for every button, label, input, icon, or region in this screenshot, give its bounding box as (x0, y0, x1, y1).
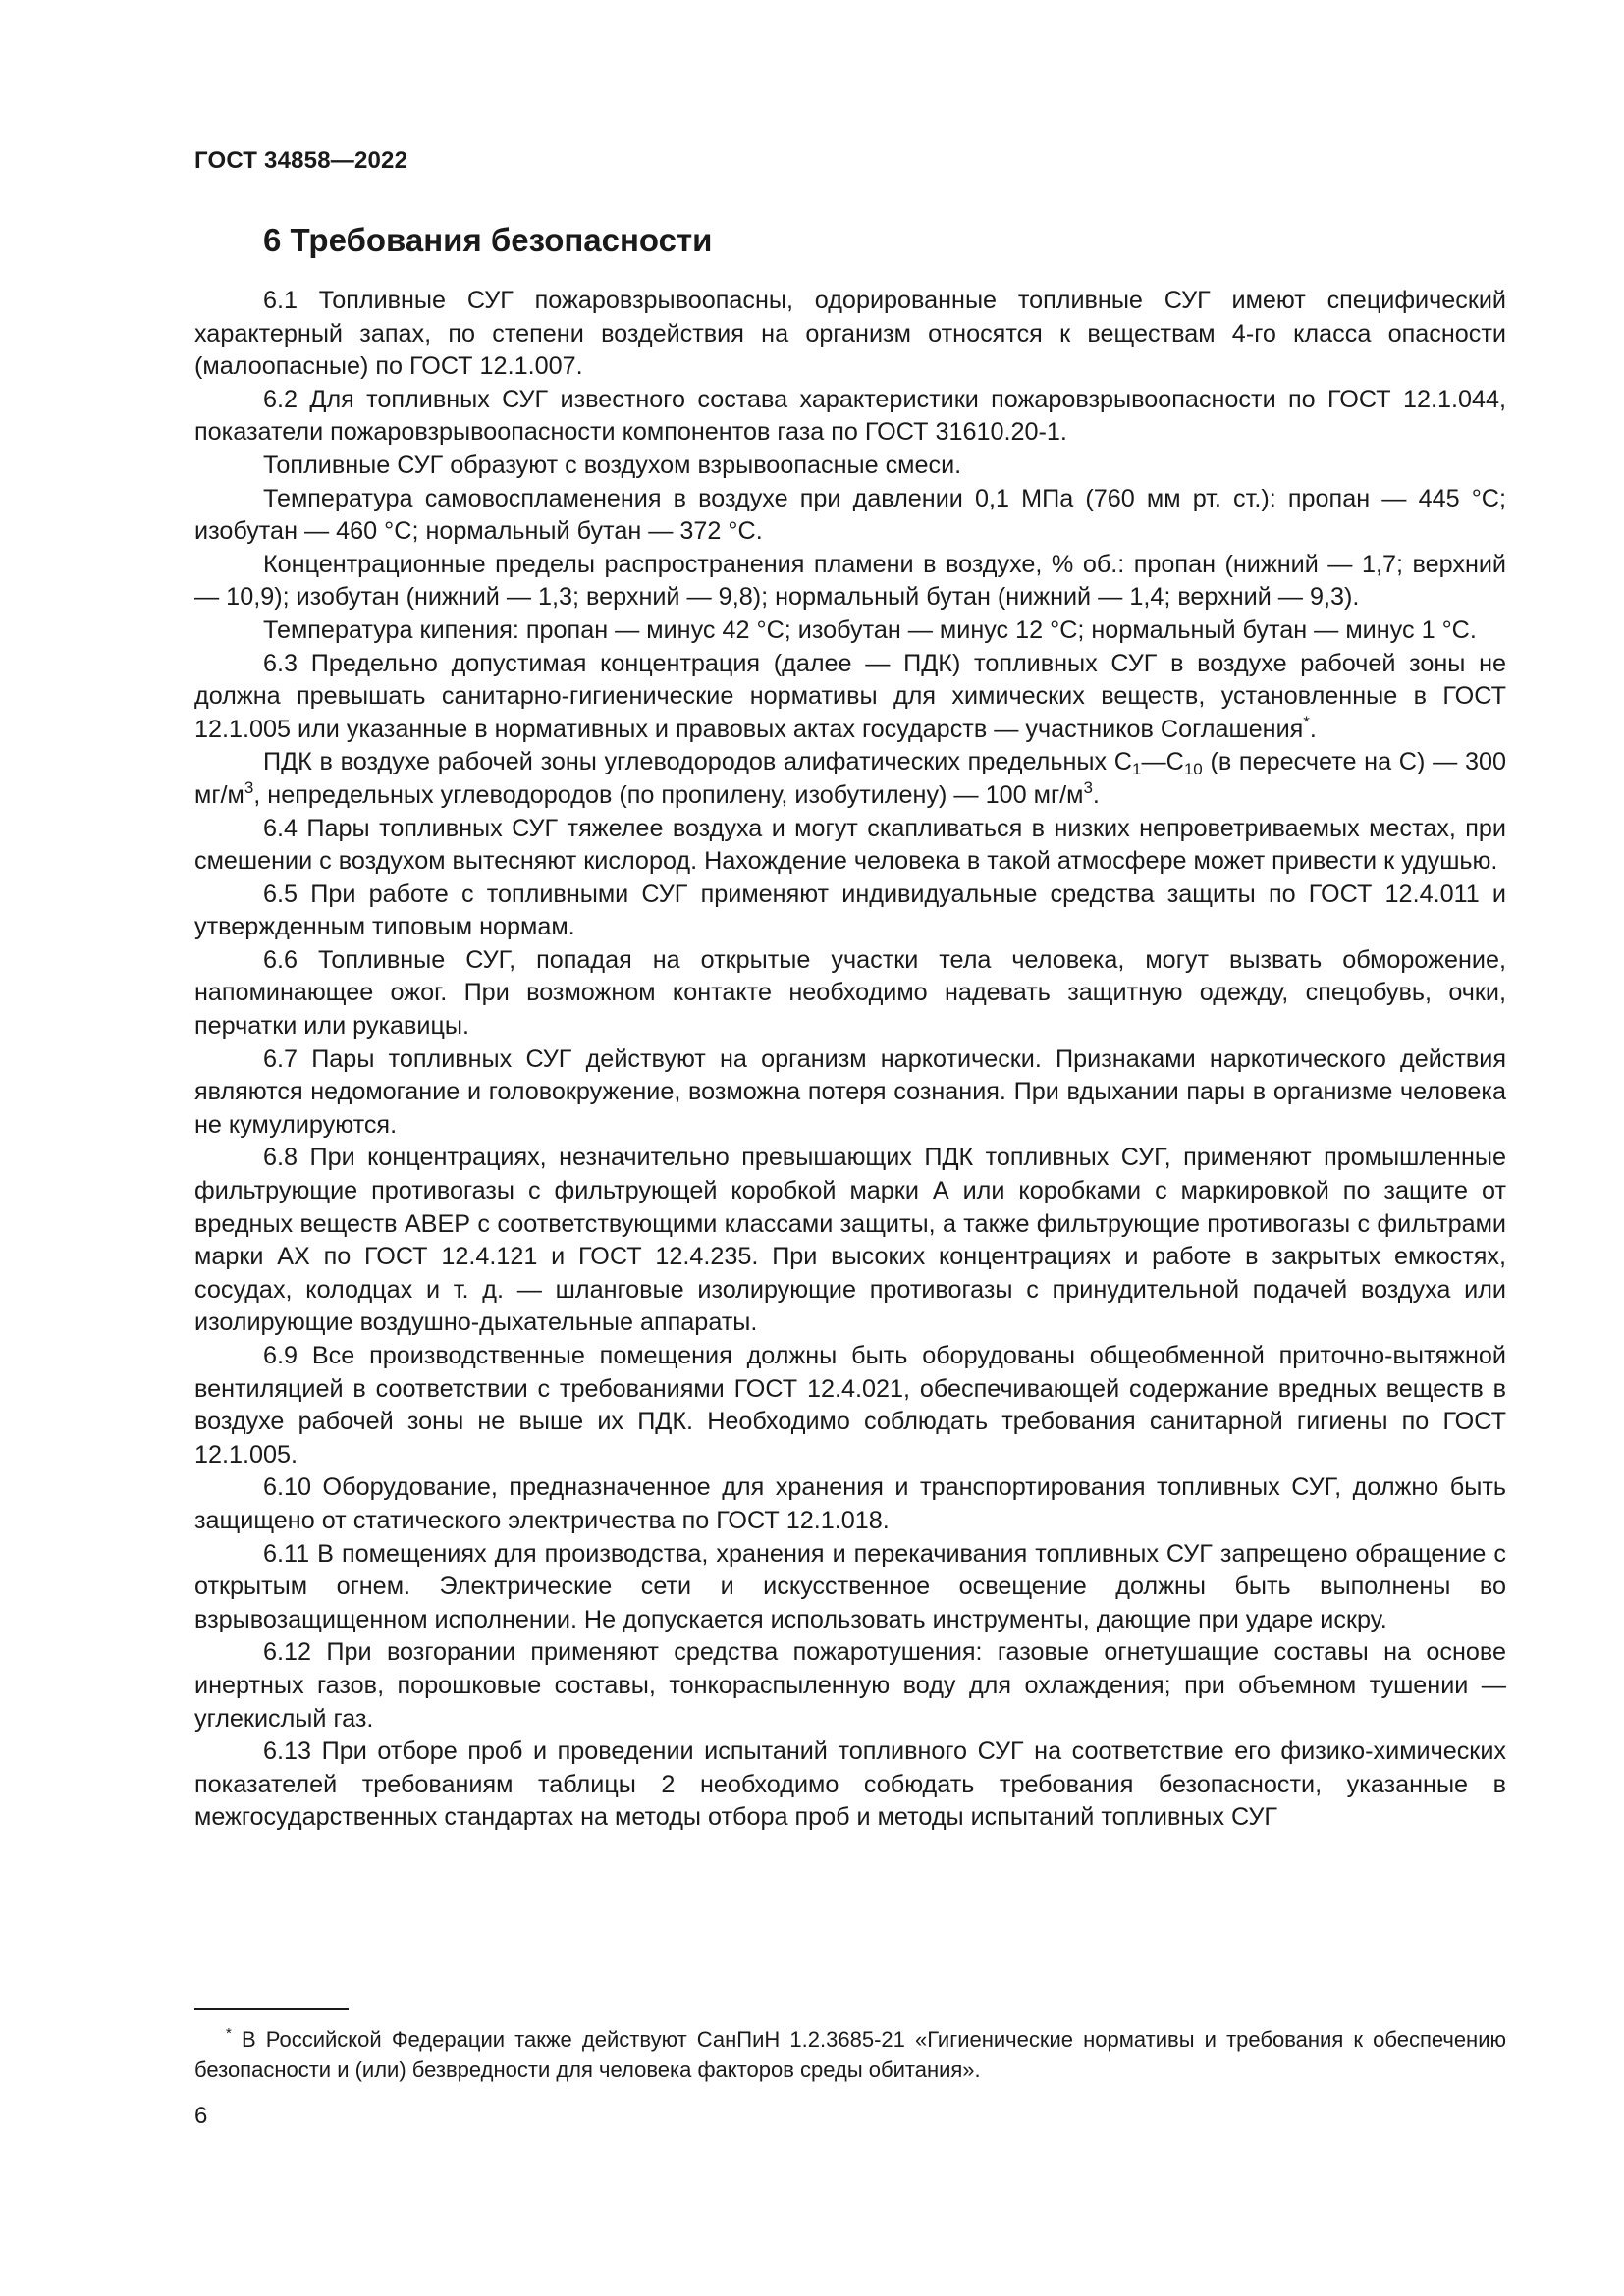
paragraph-6-3-end: . (1309, 715, 1317, 743)
paragraph-flame-limits: Концентрационные пределы распространения пламени в воздухе, % об.: пропан (нижний — 1,7; верхний — 10,9); изобутан (нижний — 1,3; верхний — 9,8); нормальный бутан (нижний — 1,4; верхний — 9,3). (194, 550, 1506, 612)
paragraph-6-8: 6.8 При концентрациях, незначительно превышающих ПДК топливных СУГ, применяют промышленные фильтрующие противогазы с фильтрующей коробкой марки А или коробками с маркировкой по защите от вредных веществ АВЕР с соответствующими классами защиты, а также фильтрующие противогазы с фильтрами марки АХ по ГОСТ 12.4.121 и ГОСТ 12.4.235. При высоких концентрациях и работе в закрытых емкостях, сосудах, колодцах и т. д. — шланговые изолирующие противогазы с принудительной подачей воздуха или изолирующие воздушно-дыхательные аппараты. (194, 1144, 1506, 1337)
paragraph-6-6: 6.6 Топливные СУГ, попадая на открытые участки тела человека, могут вызвать обморожение, напоминающее ожог. При возможном контакте необходимо надевать защитную одежду, спецобувь, очки, перчатки или рукавицы. (194, 945, 1506, 1041)
paragraph-explosive-mixtures: Топливные СУГ образуют с воздухом взрывоопасные смеси. (263, 451, 962, 479)
pdk-subscript-1: 1 (1131, 760, 1142, 779)
paragraph-6-9: 6.9 Все производственные помещения должны быть оборудованы общеобменной приточно-вытяжной вентиляцией в соответствии с требованиями ГОСТ 12.4.021, обеспечивающей содержание вредных веществ в воздухе рабочей зоны не выше их ПДК. Необходимо соблюдать требования санитарной гигиены по ГОСТ 12.1.005. (194, 1342, 1506, 1468)
paragraph-6-1: 6.1 Топливные СУГ пожаровзрывоопасны, одорированные топливные СУГ имеют специфический характерный запах, по степени воздействия на организм относятся к веществам 4-го класса опасности (малоопасные) по ГОСТ 12.1.007. (194, 287, 1506, 381)
footnote (194, 2024, 1506, 2085)
paragraph-6-5: 6.5 При работе с топливными СУГ применяют индивидуальные средства защиты по ГОСТ 12.4.011 и утвержденным типовым нормам. (194, 880, 1506, 941)
paragraph-6-2: 6.2 Для топливных СУГ известного состава характеристики пожаровзрывоопасности по ГОСТ 12.1.044, показатели пожаровзрывоопасности компонентов газа по ГОСТ 31610.20-1. (194, 385, 1506, 447)
paragraph-6-4: 6.4 Пары топливных СУГ тяжелее воздуха и могут скапливаться в низких непроветриваемых местах, при смешении с воздухом вытесняют кислород. Нахождение человека в такой атмосфере может привести к удушью. (194, 814, 1506, 876)
pdk-text-1: ПДК в воздухе рабочей зоны углеводородов алифатических предельных С (263, 748, 1132, 776)
footnote-mark: * (226, 2025, 232, 2042)
pdk-text-2: —С (1141, 748, 1184, 776)
footnote-reference-mark[interactable]: * (1303, 712, 1310, 731)
paragraph-boiling-temperature: Температура кипения: пропан — минус 42 °С; изобутан — минус 12 °С; нормальный бутан — минус 1 °С. (263, 615, 1477, 644)
section-body (194, 285, 1506, 1835)
paragraph-pdk-values (194, 746, 1506, 812)
paragraph-6-12: 6.12 При возгорании применяют средства пожаротушения: газовые огнетушащие составы на основе инертных газов, порошковые составы, тонкораспыленную воду для охлаждения; при объемном тушении — углекислый газ. (194, 1638, 1506, 1733)
pdk-text-5: . (1092, 780, 1100, 809)
paragraph-6-10: 6.10 Оборудование, предназначенное для хранения и транспортирования топливных СУГ, должно быть защищено от статического электричества по ГОСТ 12.1.018. (194, 1473, 1506, 1534)
section-title: 6 Требования безопасности (263, 222, 713, 258)
document-code-header: ГОСТ 34858—2022 (194, 147, 408, 174)
paragraph-6-3-text: 6.3 Предельно допустимая концентрация (далее — ПДК) топливных СУГ в воздухе рабочей зоны не должна превышать санитарно-гигиенические нормативы для химических веществ, установленные в ГОСТ 12.1.005 или указанные в нормативных и правовых актах государств — участников Соглашения (194, 649, 1506, 743)
paragraph-6-7: 6.7 Пары топливных СУГ действуют на организм наркотически. Признаками наркотического действия являются недомогание и головокружение, возможна потеря сознания. При вдыхании пары в организме человека не кумулируются. (194, 1044, 1506, 1139)
pdk-superscript-3a: 3 (244, 777, 254, 797)
pdk-superscript-3b: 3 (1083, 777, 1093, 797)
paragraph-6-11: 6.11 В помещениях для производства, хранения и перекачивания топливных СУГ запрещено обращение с открытым огнем. Электрические сети и искусственное освещение должны быть выполнены во взрывозащищенном исполнении. Не допускается использовать инструменты, дающие при ударе искру. (194, 1539, 1506, 1633)
pdk-text-4: , непредельных углеводородов (по пропилену, изобутилену) — 100 мг/м (253, 780, 1084, 809)
footnote-text: В Российской Федерации также действуют СанПиН 1.2.3685-21 «Гигиенические нормативы и требования к обеспечению безопасности и (или) безвредности для человека факторов среды обитания». (194, 2027, 1506, 2082)
pdk-subscript-10: 10 (1183, 760, 1203, 779)
footnote-separator (194, 2008, 349, 2010)
paragraph-6-3 (194, 648, 1506, 747)
pdk-text-3: (в пересчете на С) — 300 мг/м (194, 748, 1506, 809)
paragraph-autoignition-temperature: Температура самовоспламенения в воздухе при давлении 0,1 МПа (760 мм рт. ст.): пропан — 445 °С; изобутан — 460 °С; нормальный бутан — 372 °С. (194, 484, 1506, 546)
paragraph-6-13: 6.13 При отборе проб и проведении испытаний топливного СУГ на соответствие его физико-химических показателей требованиям таблицы 2 необходимо собюдать требования безопасности, указанные в межгосударственных стандартах на методы отбора проб и методы испытаний топливных СУГ (194, 1737, 1506, 1832)
page-number: 6 (194, 2103, 208, 2129)
footnote-paragraph (194, 2024, 1506, 2085)
